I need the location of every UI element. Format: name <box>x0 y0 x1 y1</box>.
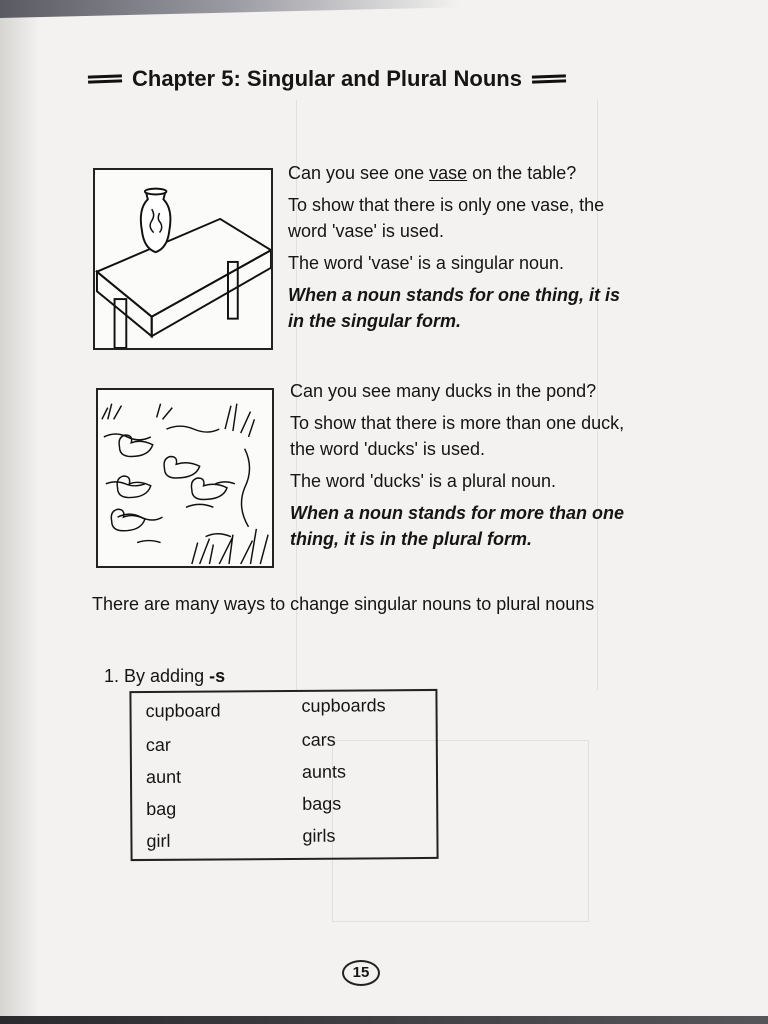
vase-on-table-picture <box>93 168 273 350</box>
singular-question <box>288 160 628 186</box>
page-edge-top <box>0 0 768 18</box>
question-text: Can you see one <box>288 163 430 183</box>
page-shadow-left <box>0 0 40 1024</box>
plural-words-table <box>129 689 438 861</box>
singular-word: bag <box>146 798 177 819</box>
vase-on-table-icon <box>95 170 271 348</box>
table-row <box>132 761 436 793</box>
question-text-end: on the table? <box>467 163 577 183</box>
chapter-heading <box>88 66 628 92</box>
method-heading <box>104 666 225 687</box>
method-label: By adding <box>124 666 210 686</box>
plural-rule: When a noun stands for more than one thing, it is in the plural form. <box>290 503 625 549</box>
underlined-word: vase <box>429 163 468 183</box>
singular-explanation <box>288 160 628 340</box>
page-edge-bottom <box>0 1016 768 1024</box>
intro-sentence: There are many ways to change singular nouns to plural nouns <box>92 594 595 614</box>
singular-explain: To show that there is only one vase, the word 'vase' is used. <box>288 195 605 241</box>
ducks-in-pond-icon <box>98 390 272 566</box>
plural-word: bags <box>302 793 342 814</box>
singular-word: girl <box>146 830 171 851</box>
page-number: 15 <box>342 960 380 986</box>
singular-word: car <box>145 734 171 755</box>
singular-rule: When a noun stands for one thing, it is in the singular form. <box>288 285 620 331</box>
method-suffix: -s <box>209 666 226 686</box>
table-row <box>131 695 435 727</box>
table-row <box>132 729 436 761</box>
table-row <box>132 793 436 825</box>
singular-statement: The word 'vase' is a singular noun. <box>288 253 565 273</box>
plural-explanation <box>290 378 630 558</box>
heading-rule-right <box>532 74 566 83</box>
ducks-in-pond-picture <box>96 388 274 568</box>
plural-question: Can you see many ducks in the pond? <box>290 381 597 401</box>
table-row <box>132 825 436 857</box>
method-number: 1. <box>104 666 120 686</box>
plural-word: cupboards <box>301 695 386 716</box>
plural-word: aunts <box>301 761 347 782</box>
singular-word: aunt <box>145 766 182 787</box>
page-title: Chapter 5: Singular and Plural Nouns <box>132 66 522 91</box>
plural-word: cars <box>301 729 336 750</box>
heading-rule-left <box>88 74 122 83</box>
plural-word: girls <box>302 825 336 846</box>
plural-explain: To show that there is more than one duck, the word 'ducks' is used. <box>290 413 625 459</box>
plural-statement: The word 'ducks' is a plural noun. <box>290 471 557 491</box>
singular-word: cupboard <box>145 700 221 721</box>
